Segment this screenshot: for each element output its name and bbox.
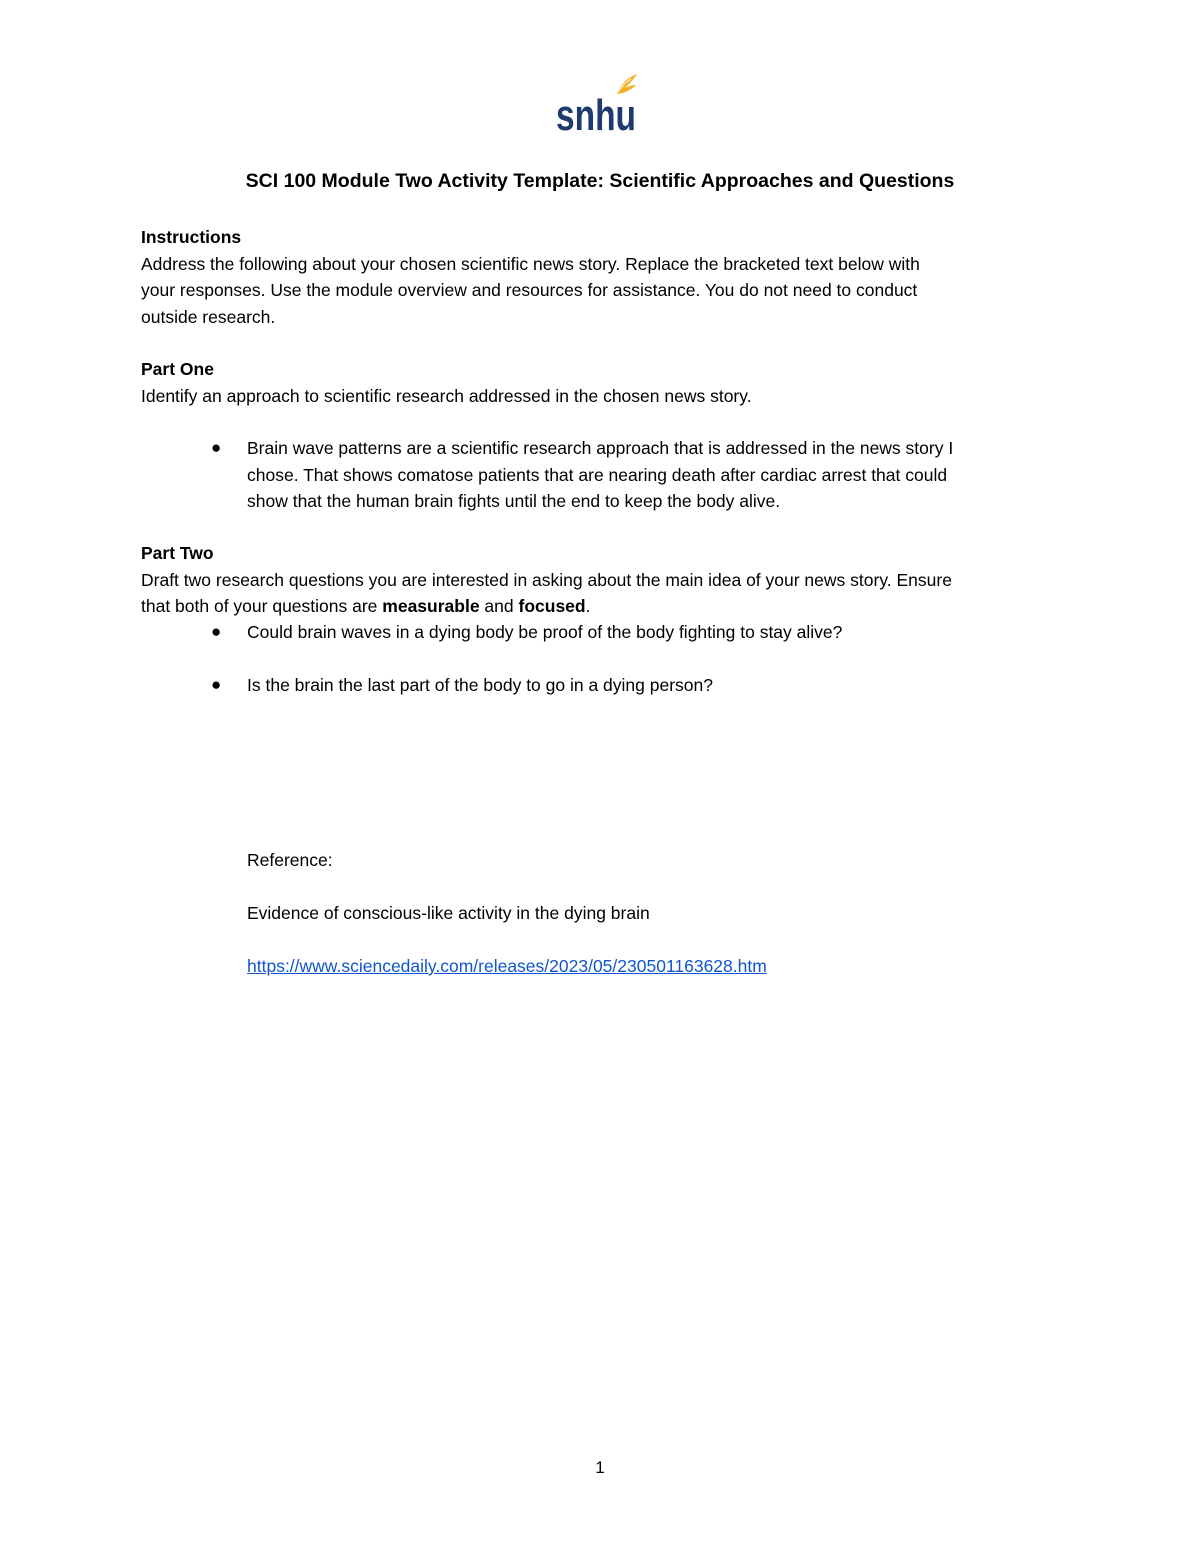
reference-section — [247, 847, 1067, 874]
part-two-prompt-line: Draft two research questions you are interested in asking about the main idea of your news story. Ensure — [141, 569, 952, 590]
instructions-line: your responses. Use the module overview and resources for assistance. You do not need to conduct — [141, 280, 918, 300]
part-one-section — [141, 356, 1061, 409]
question-item — [141, 672, 1061, 699]
prompt-text: and — [479, 596, 519, 616]
part-one-answer — [141, 435, 1061, 515]
reference-link[interactable]: https://www.sciencedaily.com/releases/2023/05/230501163628.htm — [247, 956, 767, 976]
answer-line: Brain wave patterns are a scientific research approach that is addressed in the news story I — [247, 438, 954, 458]
instructions-heading: Instructions — [141, 227, 242, 247]
reference-title: Evidence of conscious-like activity in the dying brain — [247, 903, 650, 923]
reference-link-block — [247, 953, 1067, 980]
reference-label: Reference: — [247, 850, 333, 870]
prompt-bold: measurable — [382, 596, 480, 616]
answer-line: chose. That shows comatose patients that are nearing death after cardiac arrest that could — [247, 464, 948, 485]
page-title: SCI 100 Module Two Activity Template: Scientific Approaches and Questions — [245, 170, 955, 192]
answer-line: show that the human brain fights until the end to keep the body alive. — [247, 491, 781, 511]
part-one-heading: Part One — [141, 359, 214, 379]
part-two-heading: Part Two — [141, 543, 214, 563]
bullet-icon: ● — [211, 438, 222, 457]
part-two-section — [141, 540, 1061, 620]
instructions-line: outside research. — [141, 306, 276, 327]
logo-text: snhu — [556, 91, 636, 140]
prompt-text: . — [585, 596, 591, 616]
snhu-logo — [555, 72, 639, 140]
question-text: Is the brain the last part of the body to go in a dying person? — [247, 675, 713, 695]
bullet-icon: ● — [211, 622, 222, 641]
page-number: 1 — [595, 1458, 605, 1477]
instructions-section — [141, 224, 1061, 330]
question-item — [141, 619, 1061, 646]
part-two-prompt-line — [141, 593, 1061, 620]
prompt-bold: focused — [518, 596, 586, 616]
bullet-icon: ● — [211, 675, 222, 694]
instructions-line: Address the following about your chosen scientific news story. Replace the bracketed text below with — [141, 253, 920, 274]
prompt-text: that both of your questions are — [141, 596, 383, 616]
part-one-prompt: Identify an approach to scientific research addressed in the chosen news story. — [141, 385, 752, 406]
reference-title-block — [247, 900, 1067, 927]
question-text: Could brain waves in a dying body be proof of the body fighting to stay alive? — [247, 622, 843, 642]
